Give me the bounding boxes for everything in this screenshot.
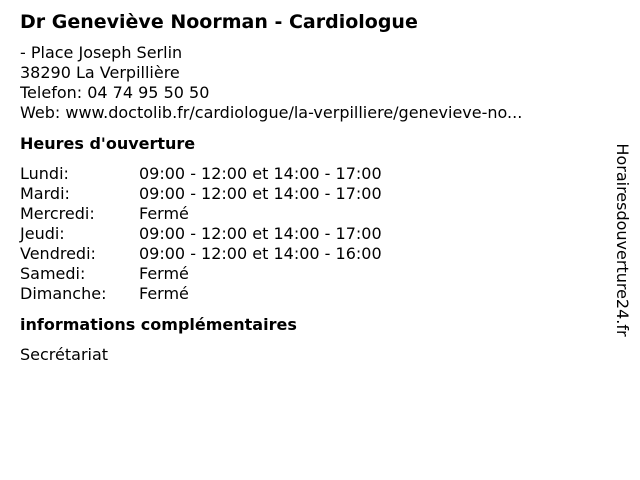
street-address: - Place Joseph Serlin [20,43,183,62]
info-text: Secrétariat [20,345,109,364]
phone-number: Telefon: 04 74 95 50 50 [20,83,210,102]
day-label: Mercredi: [20,204,95,223]
time-value: Fermé [139,204,189,223]
hours-row-tuesday [20,184,610,204]
hours-row-sunday [20,284,610,304]
city-address: 38290 La Verpillière [20,63,180,82]
day-label: Dimanche: [20,284,107,303]
info-heading: informations complémentaires [20,315,297,334]
hours-row-thursday [20,224,610,244]
day-label: Samedi: [20,264,86,283]
day-label: Jeudi: [20,224,65,243]
contact-block [20,43,610,123]
hours-heading: Heures d'ouverture [20,134,196,153]
time-value: 09:00 - 12:00 et 14:00 - 17:00 [139,224,382,243]
hours-list [20,164,610,304]
hours-row-monday [20,164,610,184]
time-value: 09:00 - 12:00 et 14:00 - 16:00 [139,244,382,263]
business-card [20,10,610,365]
time-value: Fermé [139,284,189,303]
page-title: Dr Geneviève Noorman - Cardiologue [20,11,418,33]
hours-row-friday [20,244,610,264]
day-label: Vendredi: [20,244,96,263]
day-label: Mardi: [20,184,70,203]
time-value: 09:00 - 12:00 et 14:00 - 17:00 [139,164,382,183]
site-watermark: Horairesdouverture24.fr [613,143,632,337]
hours-row-saturday [20,264,610,284]
hours-row-wednesday [20,204,610,224]
website-link[interactable]: Web: www.doctolib.fr/cardiologue/la-verpilliere/genevieve-no... [20,103,523,122]
time-value: 09:00 - 12:00 et 14:00 - 17:00 [139,184,382,203]
time-value: Fermé [139,264,189,283]
day-label: Lundi: [20,164,69,183]
